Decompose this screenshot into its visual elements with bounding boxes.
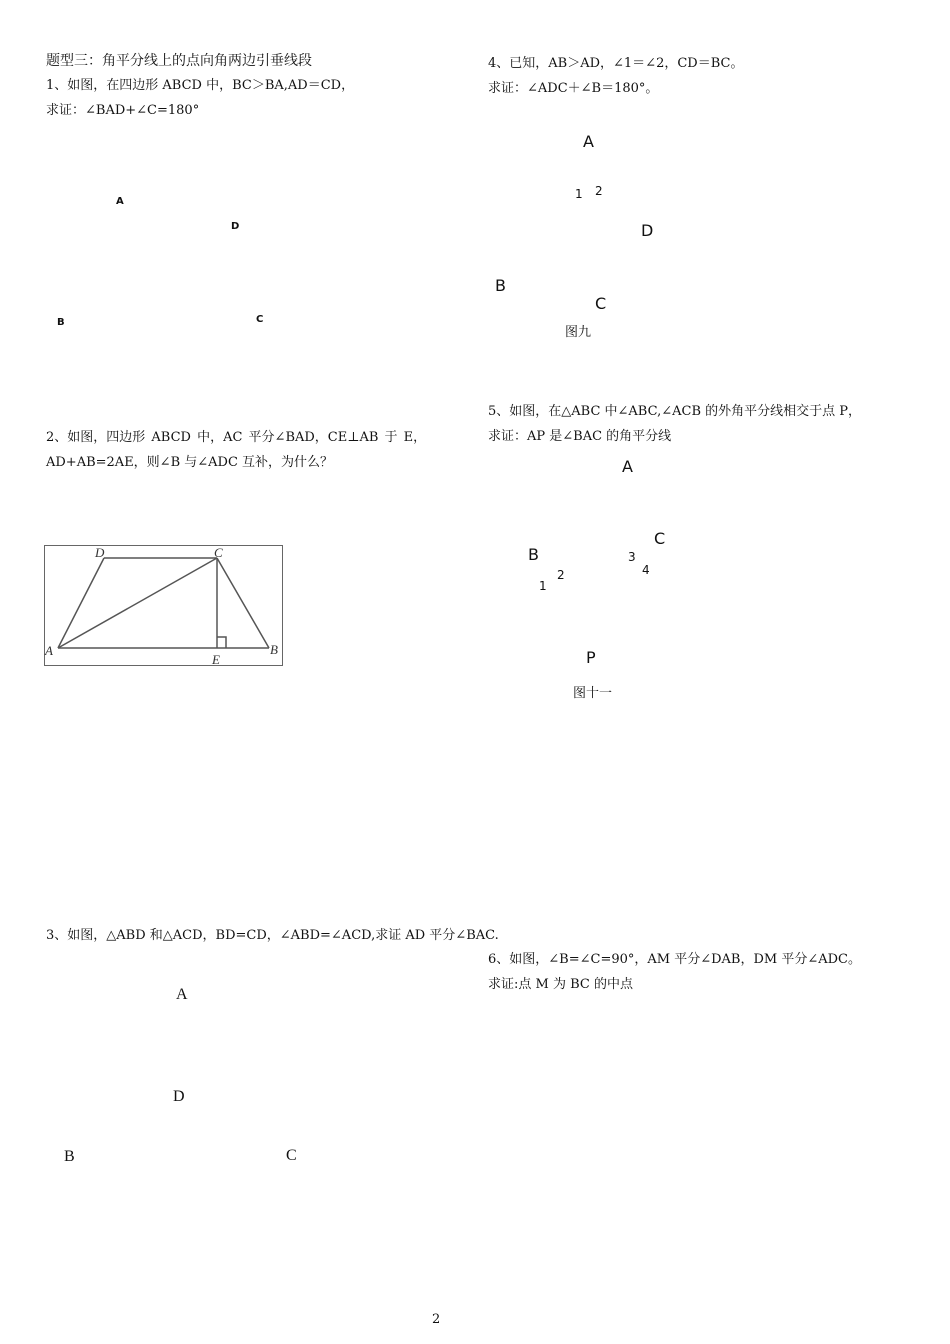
p1-label-c: C	[256, 314, 264, 325]
p3-label-c: C	[286, 1147, 297, 1164]
p3-label-a: A	[176, 986, 188, 1003]
problem-2-statement: 2、如图，四边形 ABCD 中，AC 平分∠BAD，CE⊥AB 于 E，	[46, 430, 427, 445]
problem-1-goal: 求证：∠BAD+∠C=180°	[46, 103, 200, 118]
problem-2-figure	[44, 545, 284, 671]
p3-label-b: B	[64, 1148, 75, 1165]
problem-6-statement: 6、如图，∠B=∠C=90°，AM 平分∠DAB，DM 平分∠ADC。	[488, 952, 861, 967]
page-number: 2	[432, 1312, 441, 1327]
p1-label-a: A	[116, 196, 124, 207]
p5-label-4: 4	[642, 563, 650, 577]
p1-label-b: B	[57, 317, 65, 328]
p5-label-1: 1	[539, 579, 547, 593]
trapezoid-diagram	[44, 545, 284, 667]
problem-4-statement: 4、已知，AB＞AD，∠1＝∠2，CD＝BC。	[488, 56, 744, 71]
segment-cb	[217, 558, 269, 648]
p4-label-a: A	[583, 132, 594, 151]
p4-label-c: C	[595, 294, 607, 313]
section-title: 题型三：角平分线上的点向角两边引垂线段	[46, 53, 312, 69]
p4-label-2: 2	[595, 184, 603, 198]
problem-5-statement: 5、如图，在△ABC 中∠ABC,∠ACB 的外角平分线相交于点 P，	[488, 404, 862, 419]
problem-2-goal: AD+AB=2AE，则∠B 与∠ADC 互补，为什么？	[46, 455, 334, 470]
p5-label-p: P	[586, 648, 596, 667]
p4-label-b: B	[495, 276, 506, 295]
p5-label-3: 3	[628, 550, 636, 564]
p2-label-a: A	[45, 643, 53, 658]
segment-ac	[58, 558, 217, 648]
p4-label-d: D	[641, 221, 654, 240]
problem-5-goal: 求证：AP 是∠BAC 的角平分线	[488, 429, 672, 444]
p5-label-a: A	[622, 457, 633, 476]
right-angle-mark	[217, 637, 226, 648]
p5-label-c: C	[654, 529, 666, 548]
p1-label-d: D	[231, 221, 240, 232]
problem-4-goal: 求证：∠ADC＋∠B＝180°。	[488, 81, 659, 96]
p2-label-c: C	[214, 545, 223, 560]
problem-3-statement: 3、如图，△ABD 和△ACD，BD=CD，∠ABD=∠ACD,求证 AD 平分∠BAC.	[46, 928, 499, 943]
problem-1-statement: 1、如图，在四边形 ABCD 中，BC＞BA,AD＝CD，	[46, 78, 355, 93]
p5-label-b: B	[528, 545, 539, 564]
p2-label-e: E	[212, 652, 220, 667]
problem-6-goal: 求证:点 M 为 BC 的中点	[488, 977, 633, 992]
figure-9-caption: 图九	[565, 325, 592, 340]
p5-label-2: 2	[557, 568, 565, 582]
p4-label-1: 1	[575, 187, 583, 201]
p2-label-b: B	[270, 642, 278, 657]
p3-label-d: D	[173, 1088, 185, 1105]
figure-11-caption: 图十一	[573, 686, 613, 701]
p2-label-d: D	[95, 545, 105, 560]
